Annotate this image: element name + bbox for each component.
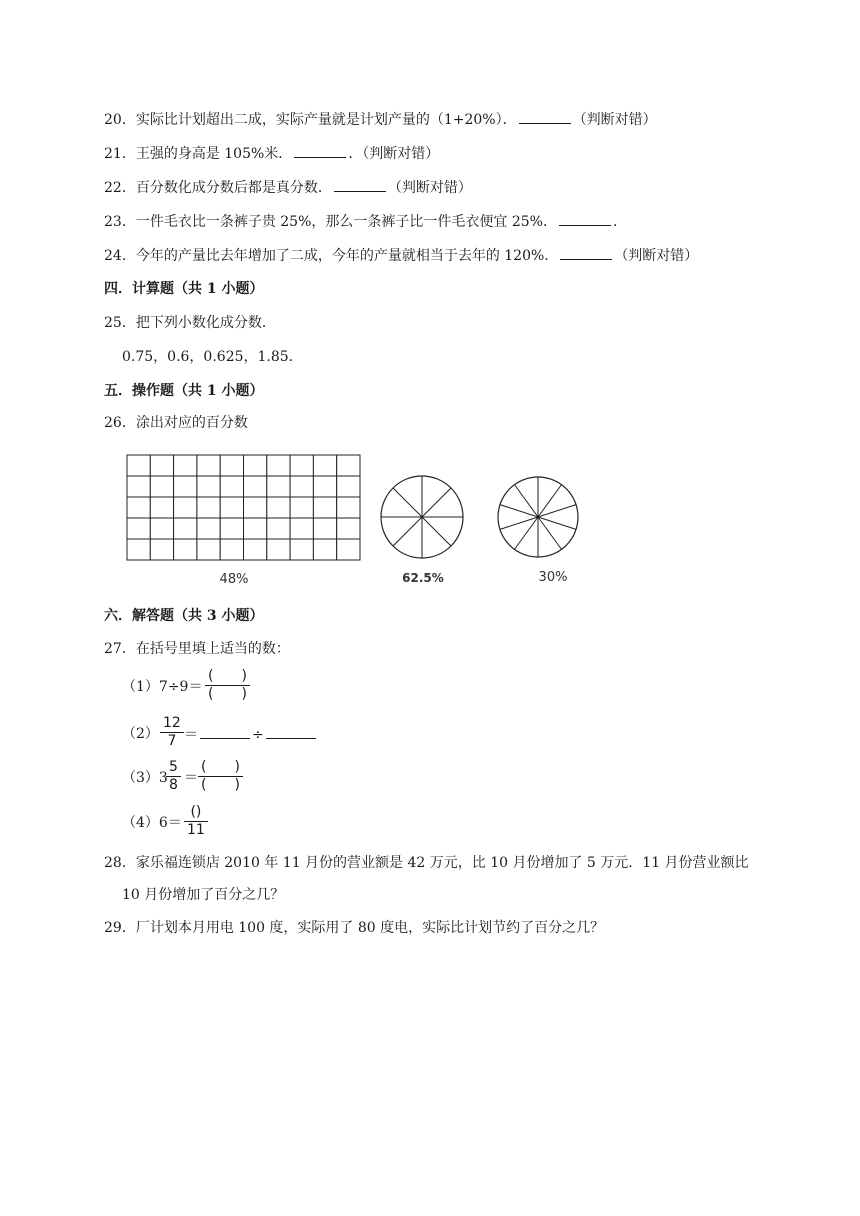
grid-cell[interactable] [313, 539, 336, 560]
question-text: 今年的产量比去年增加了二成，今年的产量就相当于去年的 120%． [135, 248, 559, 264]
grid-cell[interactable] [313, 476, 336, 497]
grid-cell[interactable] [150, 518, 173, 539]
question-25: 25．把下列小数化成分数． [104, 315, 276, 331]
numerator-blank[interactable]: ( ) [201, 759, 240, 775]
circle8-percent-label: 62.5% [402, 571, 444, 585]
question-suffix: ．（判断对错） [348, 146, 440, 162]
question-23 [104, 211, 627, 232]
numerator: 5 [169, 759, 178, 775]
grid-cell[interactable] [337, 497, 360, 518]
grid-cell[interactable] [174, 476, 197, 497]
question-27: 27．在括号里填上适当的数： [104, 641, 290, 657]
grid-cell[interactable] [127, 518, 150, 539]
grid-cell[interactable] [267, 455, 290, 476]
dividend-blank[interactable] [200, 724, 250, 739]
grid-cell[interactable] [150, 539, 173, 560]
question-27-part3-eq: ＝ [184, 770, 198, 786]
question-suffix: （判断对错） [614, 248, 699, 264]
division-sign: ÷ [252, 727, 264, 743]
grid-cell[interactable] [174, 518, 197, 539]
answer-blank[interactable] [334, 177, 386, 192]
grid-cell[interactable] [197, 518, 220, 539]
question-27-part2-rest [184, 724, 318, 745]
grid-cell[interactable] [220, 455, 243, 476]
denominator-blank[interactable]: ( ) [208, 686, 247, 702]
grid-cell[interactable] [197, 455, 220, 476]
grid-cell[interactable] [244, 455, 267, 476]
grid-cell[interactable] [290, 476, 313, 497]
equals-sign: ＝ [184, 727, 198, 743]
question-text: 实际比计划超出二成，实际产量就是计划产量的（1+20%）． [135, 112, 517, 128]
question-number: 21． [104, 146, 136, 162]
grid-cell[interactable] [127, 455, 150, 476]
grid-cell[interactable] [244, 497, 267, 518]
grid-cell[interactable] [290, 518, 313, 539]
fraction-blank-11[interactable] [184, 804, 208, 839]
question-26: 26．涂出对应的百分数 [104, 415, 248, 431]
question-number: 23． [104, 214, 136, 230]
answer-blank[interactable] [560, 245, 612, 260]
grid-percent-label: 48% [219, 572, 249, 587]
grid-cell[interactable] [220, 518, 243, 539]
numerator-blank[interactable]: ( ) [208, 668, 247, 684]
section-title-operation: 五．操作题（共 1 小题） [104, 383, 264, 399]
question-20 [104, 109, 657, 130]
grid-cell[interactable] [127, 497, 150, 518]
question-text: 一件毛衣比一条裤子贵 25%，那么一条裤子比一件毛衣便宜 25%． [135, 214, 557, 230]
denominator: 7 [167, 733, 177, 749]
grid-cell[interactable] [220, 539, 243, 560]
grid-cell[interactable] [267, 518, 290, 539]
question-27-part3-label: （3）3 [122, 770, 168, 786]
grid-cell[interactable] [267, 497, 290, 518]
grid-cell[interactable] [290, 455, 313, 476]
grid-cell[interactable] [313, 455, 336, 476]
fraction-blank-3[interactable] [198, 759, 243, 794]
circle-tenths[interactable] [498, 477, 578, 557]
question-21 [104, 143, 439, 164]
grid-cell[interactable] [337, 476, 360, 497]
grid-cell[interactable] [244, 476, 267, 497]
answer-blank[interactable] [294, 143, 346, 158]
grid-cell[interactable] [337, 518, 360, 539]
denominator: 11 [187, 822, 205, 838]
grid-cell[interactable] [267, 539, 290, 560]
fraction-5-8 [166, 759, 181, 794]
grid-cell[interactable] [290, 497, 313, 518]
question-number: 20． [104, 112, 136, 128]
question-28-continued: 10 月份增加了百分之几？ [122, 887, 285, 903]
circle10-percent-label: 30% [538, 570, 568, 585]
grid-cell[interactable] [197, 497, 220, 518]
question-25-values: 0.75，0.6，0.625，1.85． [122, 349, 303, 365]
question-27-part2-label: （2） [122, 726, 159, 742]
answer-blank[interactable] [559, 211, 611, 226]
grid-cell[interactable] [337, 539, 360, 560]
grid-cell[interactable] [174, 539, 197, 560]
denominator-blank[interactable]: ( ) [201, 777, 240, 793]
fraction-blank-1[interactable] [205, 668, 250, 703]
grid-cell[interactable] [174, 497, 197, 518]
grid-cell[interactable] [220, 497, 243, 518]
grid-cell[interactable] [313, 497, 336, 518]
divisor-blank[interactable] [266, 724, 316, 739]
grid-cell[interactable] [150, 455, 173, 476]
question-suffix: ． [612, 214, 627, 230]
section-title-calculation: 四．计算题（共 1 小题） [104, 281, 264, 297]
question-28: 28．家乐福连锁店 2010 年 11 月份的营业额是 42 万元，比 10 月份增加了 5 万元．11 月份营业额比 [104, 855, 749, 871]
question-text: 百分数化成分数后都是真分数． [135, 180, 332, 196]
shading-figure [120, 448, 580, 590]
hundredths-grid[interactable] [127, 455, 360, 560]
grid-cell[interactable] [267, 476, 290, 497]
question-24 [104, 245, 698, 266]
question-27-part4-label: （4）6＝ [122, 815, 182, 831]
fraction-12-7 [160, 715, 184, 750]
grid-cell[interactable] [127, 476, 150, 497]
denominator: 8 [169, 777, 178, 793]
grid-cell[interactable] [197, 539, 220, 560]
circle-eighths[interactable] [381, 476, 463, 558]
section-title-answers: 六．解答题（共 3 小题） [104, 608, 264, 624]
question-text: 王强的身高是 105%米． [135, 146, 293, 162]
answer-blank[interactable] [519, 109, 571, 124]
grid-cell[interactable] [313, 518, 336, 539]
grid-cell[interactable] [174, 455, 197, 476]
grid-cell[interactable] [244, 539, 267, 560]
numerator-blank[interactable]: () [190, 804, 202, 820]
question-suffix: （判断对错） [572, 112, 657, 128]
question-27-part1: （1）7÷9＝ [122, 679, 203, 695]
question-22 [104, 177, 472, 198]
grid-cell[interactable] [290, 539, 313, 560]
numerator: 12 [163, 715, 181, 731]
question-number: 24． [104, 248, 136, 264]
question-29: 29．厂计划本月用电 100 度，实际用了 80 度电，实际比计划节约了百分之几？ [104, 920, 605, 936]
question-number: 22． [104, 180, 136, 196]
grid-cell[interactable] [220, 476, 243, 497]
grid-cell[interactable] [337, 455, 360, 476]
grid-cell[interactable] [150, 497, 173, 518]
grid-cell[interactable] [150, 476, 173, 497]
grid-cell[interactable] [197, 476, 220, 497]
question-suffix: （判断对错） [387, 180, 472, 196]
grid-cell[interactable] [244, 518, 267, 539]
grid-cell[interactable] [127, 539, 150, 560]
